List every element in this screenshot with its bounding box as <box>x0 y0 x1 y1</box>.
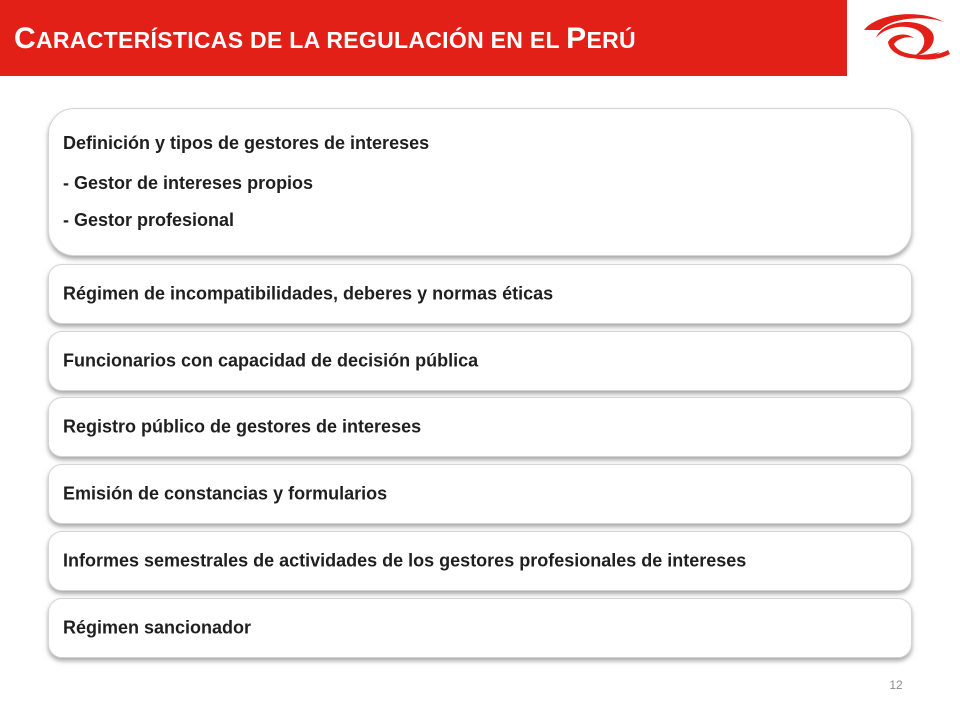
definition-item: - Gestor de intereses propios <box>63 173 314 193</box>
definition-heading: Definición y tipos de gestores de intereses <box>63 133 430 153</box>
list-item <box>48 264 912 324</box>
title-part: ARACTERÍSTICAS DE LA REGULACIÓN EN EL <box>35 27 567 53</box>
slide-title <box>14 22 636 56</box>
list-item <box>48 531 912 591</box>
title-part: ERÚ <box>586 27 636 53</box>
definition-item: - Gestor profesional <box>63 210 235 230</box>
page-number: 12 <box>889 678 903 692</box>
institution-swirl-logo-icon <box>858 8 952 64</box>
title-part: C <box>14 22 36 55</box>
definition-card <box>48 108 912 256</box>
list-item-label: Régimen sancionador <box>63 617 252 638</box>
list-item-label: Funcionarios con capacidad de decisión pública <box>63 350 479 371</box>
list-item <box>48 397 912 457</box>
list-item-label: Emisión de constancias y formularios <box>63 483 388 504</box>
list-item <box>48 598 912 658</box>
title-part: P <box>566 22 587 55</box>
list-item <box>48 464 912 524</box>
list-item-label: Registro público de gestores de intereses <box>63 416 422 437</box>
list-item <box>48 331 912 391</box>
list-item-label: Informes semestrales de actividades de los gestores profesionales de intereses <box>63 550 747 571</box>
list-item-label: Régimen de incompatibilidades, deberes y normas éticas <box>63 283 554 304</box>
title-bar <box>0 0 847 76</box>
